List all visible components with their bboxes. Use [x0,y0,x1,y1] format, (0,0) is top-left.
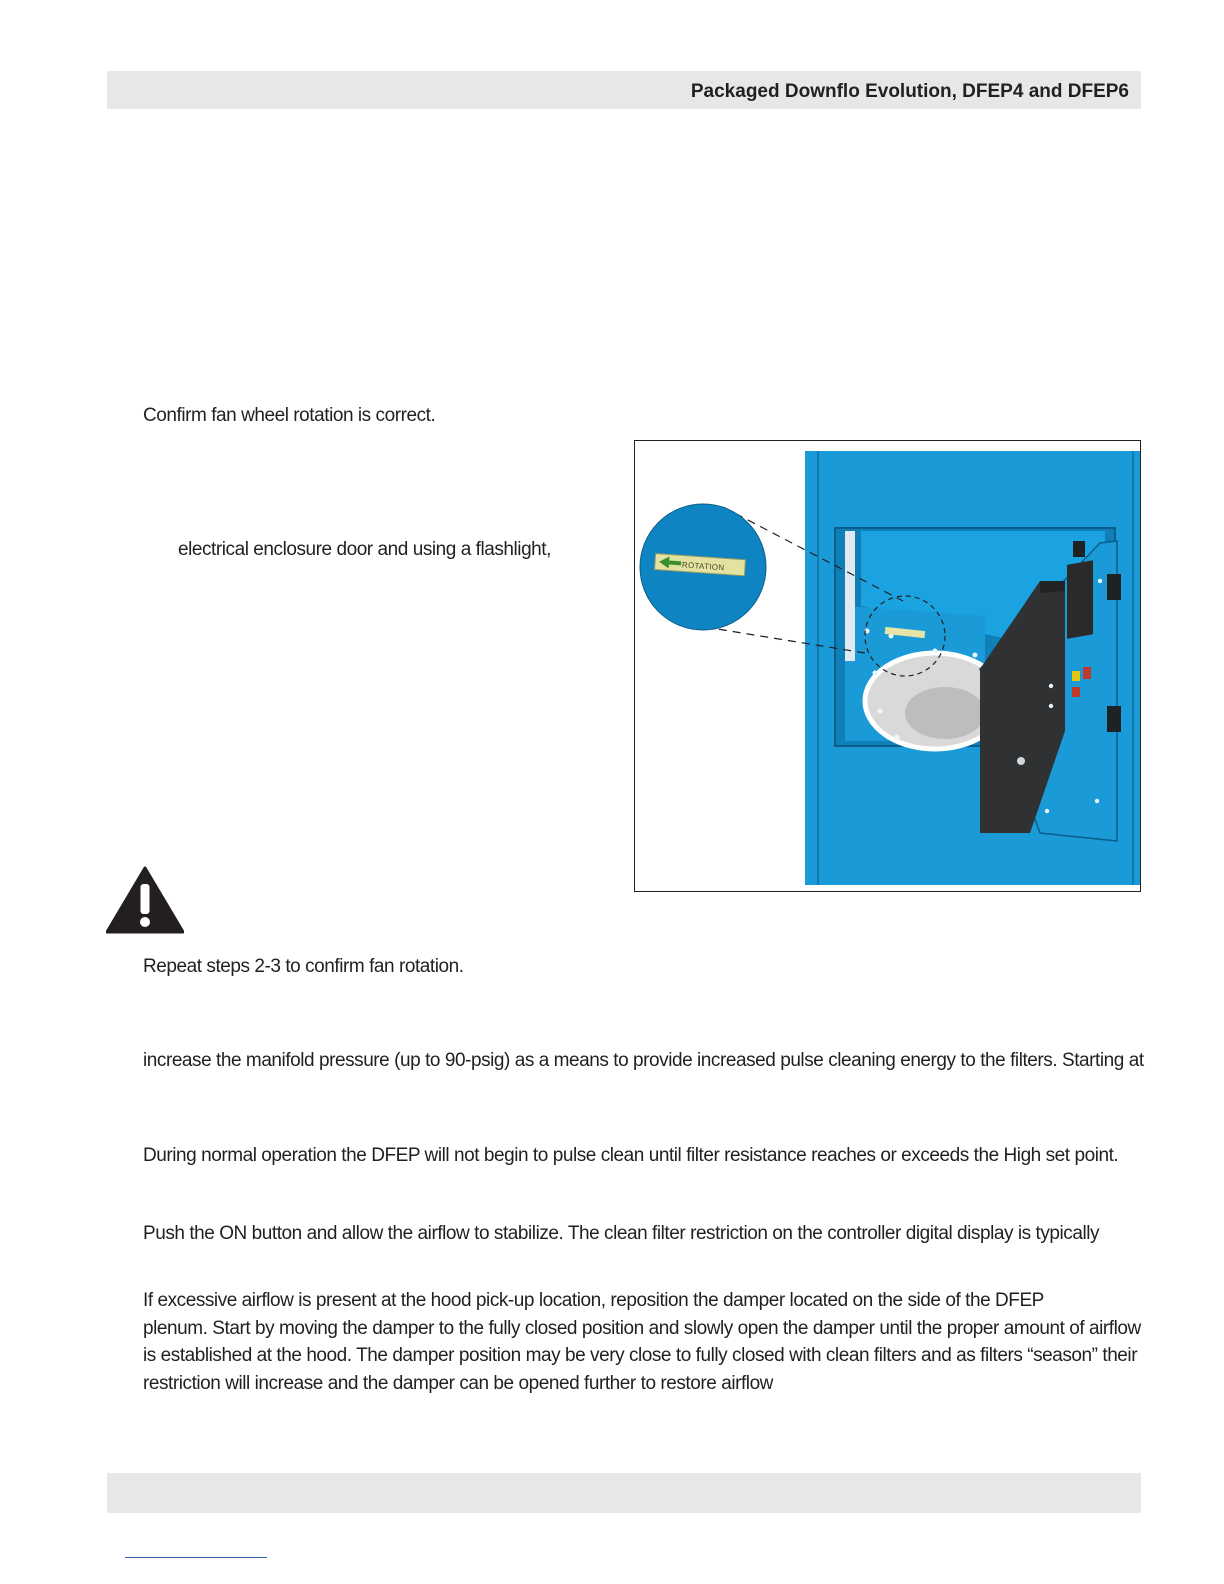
damper-paragraph-line: plenum. Start by moving the damper to the fully closed position and slowly open the damper until the proper amount of airflow [143,1318,1141,1339]
warning-icon [106,866,184,934]
manifold-pressure-text: increase the manifold pressure (up to 90-psig) as a means to provide increased pulse cleaning energy to the filters. Starting at [143,1050,1144,1071]
document-title: Packaged Downflo Evolution, DFEP4 and DFEP6 [690,81,1129,102]
page-footer-bar [107,1473,1141,1513]
fan-rotation-figure [634,440,1141,892]
page-header-bar [107,71,1141,109]
repeat-steps-text: Repeat steps 2-3 to confirm fan rotation. [143,956,464,977]
damper-paragraph-line: is established at the hood. The damper position may be very close to fully closed with clean filters and as filters “season” their [143,1345,1138,1366]
damper-paragraph-line: If excessive airflow is present at the hood pick-up location, reposition the damper located on the side of the DFEP [143,1290,1044,1311]
footer-link-underline [125,1557,267,1558]
fan-rotation-illustration [635,441,1140,891]
normal-operation-text: During normal operation the DFEP will not begin to pulse clean until filter resistance reaches or exceeds the High set point. [143,1145,1119,1166]
enclosure-door-text: electrical enclosure door and using a flashlight, [178,539,551,560]
confirm-rotation-text: Confirm fan wheel rotation is correct. [143,405,436,426]
rotation-label: ROTATION [681,560,725,573]
damper-paragraph-line: restriction will increase and the damper can be opened further to restore airflow [143,1373,773,1394]
push-on-text: Push the ON button and allow the airflow to stabilize. The clean filter restriction on the controller digital display is typically [143,1223,1100,1244]
